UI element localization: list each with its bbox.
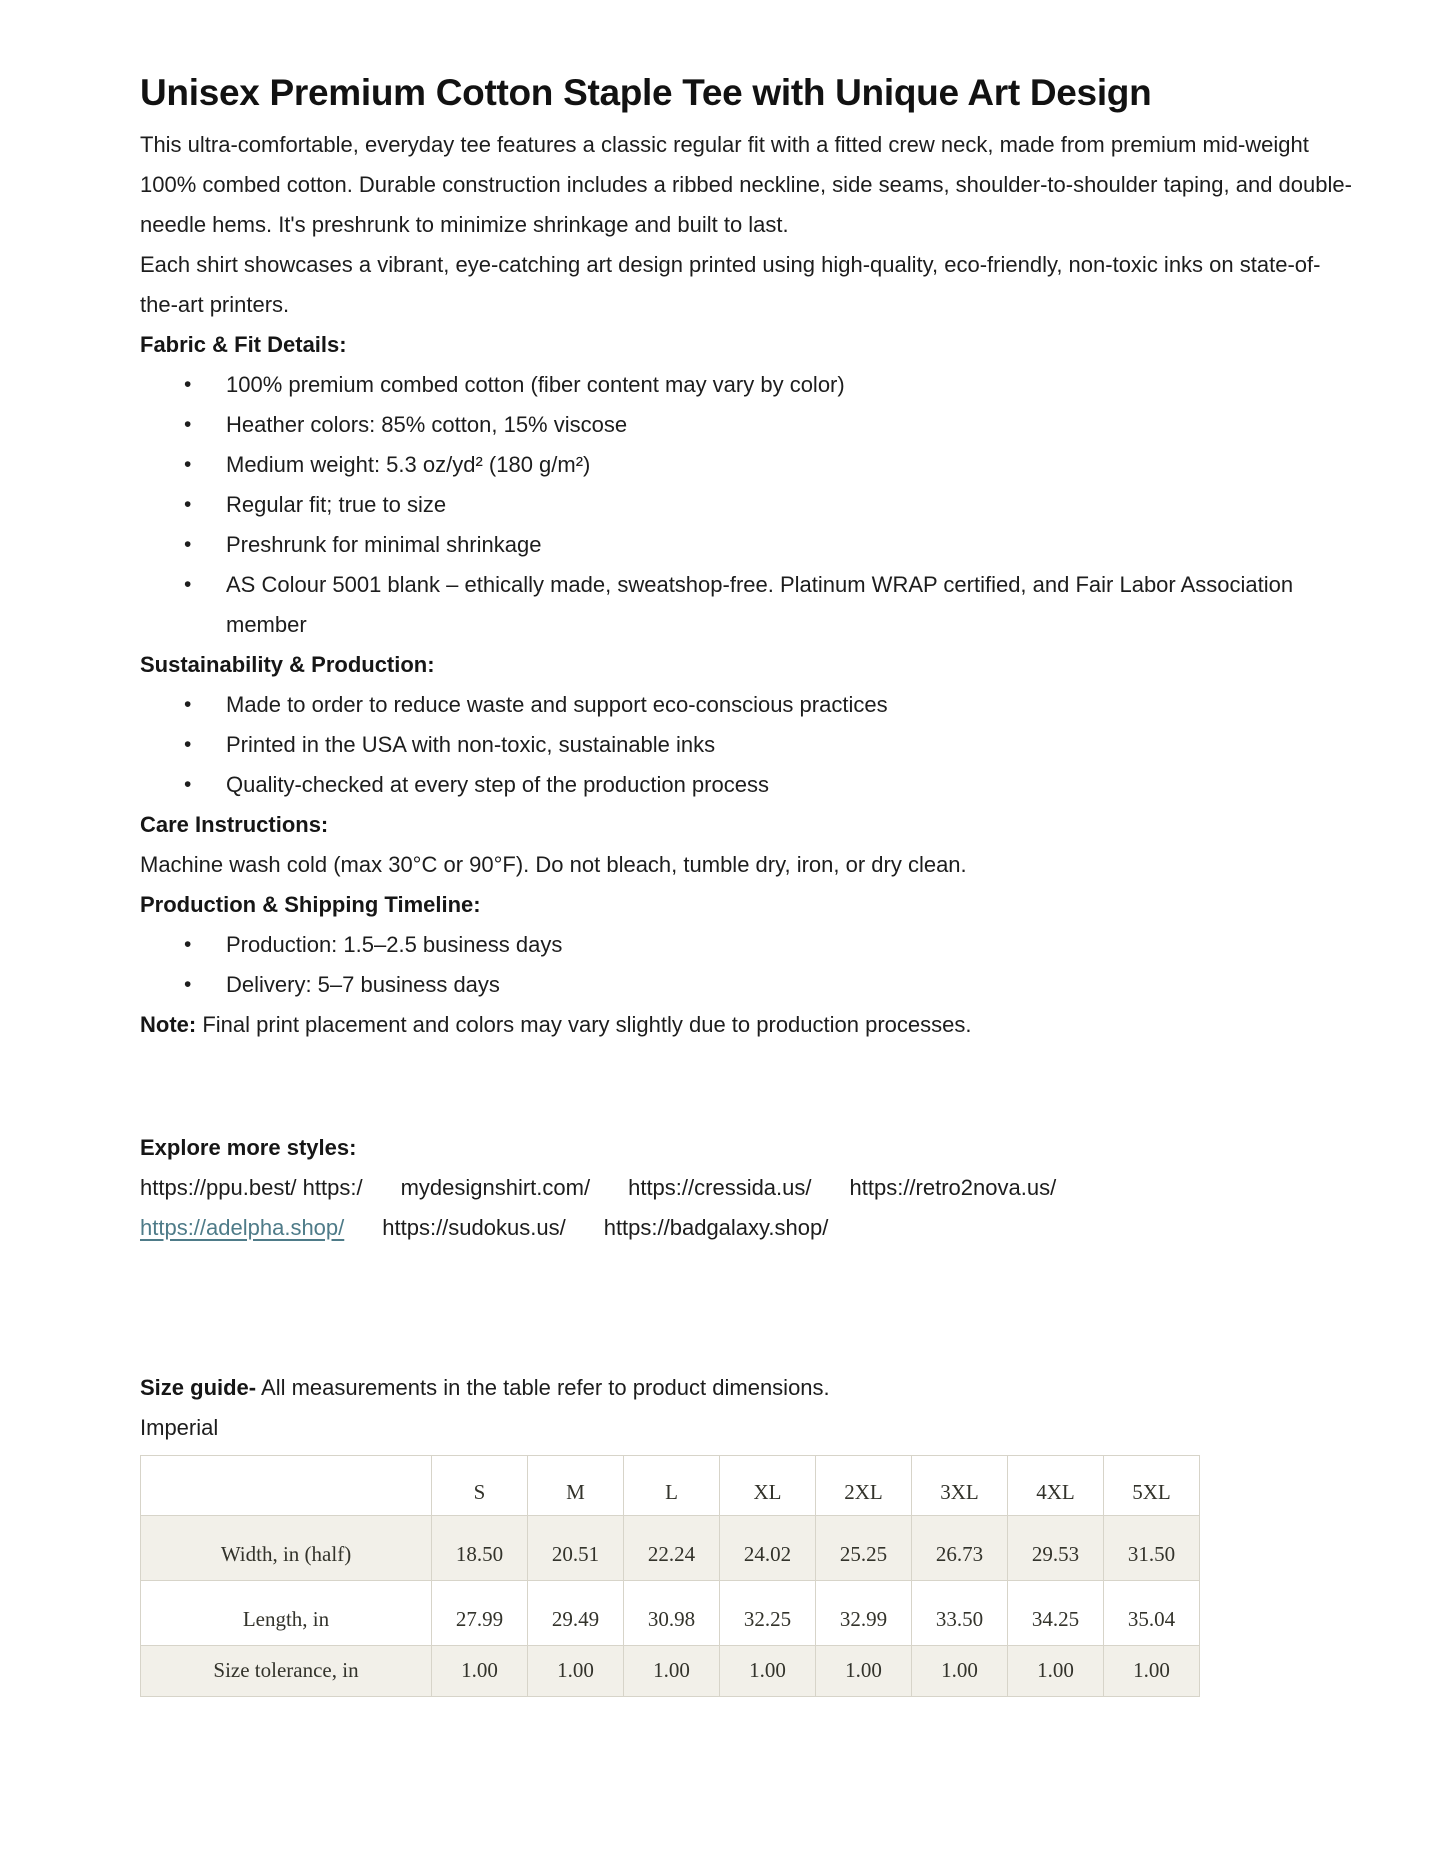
list-item: • Regular fit; true to size xyxy=(226,485,1346,525)
list-item: • Preshrunk for minimal shrinkage xyxy=(226,525,1346,565)
table-cell: 27.99 xyxy=(432,1581,528,1646)
table-cell: 32.25 xyxy=(720,1581,816,1646)
url-text: mydesignshirt.com/ xyxy=(400,1175,591,1200)
table-cell: 20.51 xyxy=(528,1516,624,1581)
url-text: https://cressida.us/ xyxy=(628,1175,812,1200)
url-row-2 xyxy=(140,1208,1355,1248)
table-cell: 1.00 xyxy=(720,1646,816,1697)
shipping-list xyxy=(140,925,1355,1005)
row-label: Length, in xyxy=(141,1581,432,1646)
table-row xyxy=(141,1646,1200,1697)
page-title: Unisex Premium Cotton Staple Tee with Unique Art Design xyxy=(140,72,1152,113)
table-cell: 1.00 xyxy=(624,1646,720,1697)
table-header-cell: S xyxy=(432,1456,528,1516)
table-header-cell: 2XL xyxy=(816,1456,912,1516)
table-header-row xyxy=(141,1456,1200,1516)
table-cell: 1.00 xyxy=(816,1646,912,1697)
table-cell: 18.50 xyxy=(432,1516,528,1581)
url-text: https://sudokus.us/ xyxy=(382,1215,566,1240)
table-cell: 1.00 xyxy=(912,1646,1008,1697)
size-guide-intro xyxy=(140,1368,1355,1408)
explore-more-styles-section xyxy=(140,1128,1355,1248)
sustainability-list xyxy=(140,685,1355,805)
note-label: Note: xyxy=(140,1012,197,1037)
list-item: • Quality-checked at every step of the production process xyxy=(226,765,1346,805)
table-row xyxy=(141,1581,1200,1646)
intro-paragraph-2: Each shirt showcases a vibrant, eye-catching art design printed using high-quality, eco-friendly, non-toxic inks on state-of-the-art printers. xyxy=(140,252,1321,317)
intro-paragraph-1: This ultra-comfortable, everyday tee features a classic regular fit with a fitted crew neck, made from premium mid-weight 100% combed cotton. Durable construction includes a ribbed neckline, side seams, shoulder-to-shoulder taping, and double-needle hems. It's preshrunk to minimize shrinkage and built to last. xyxy=(140,132,1352,237)
size-guide-table xyxy=(140,1455,1200,1697)
url-text: https://ppu.best/ https:/ xyxy=(140,1175,363,1200)
list-item: • Delivery: 5–7 business days xyxy=(226,965,1346,1005)
explore-heading: Explore more styles: xyxy=(140,1135,357,1160)
care-instructions-text: Machine wash cold (max 30°C or 90°F). Do not bleach, tumble dry, iron, or dry clean. xyxy=(140,852,967,877)
table-cell: 26.73 xyxy=(912,1516,1008,1581)
url-text: https://badgalaxy.shop/ xyxy=(603,1215,829,1240)
table-header-cell: 5XL xyxy=(1104,1456,1200,1516)
table-header-cell xyxy=(141,1456,432,1516)
size-guide-unit-label: Imperial xyxy=(140,1415,219,1440)
table-cell: 34.25 xyxy=(1008,1581,1104,1646)
table-cell: 25.25 xyxy=(816,1516,912,1581)
table-cell: 35.04 xyxy=(1104,1581,1200,1646)
note-line xyxy=(140,1005,1355,1045)
url-text: https://retro2nova.us/ xyxy=(849,1175,1057,1200)
size-guide-section xyxy=(140,1368,1355,1697)
table-cell: 1.00 xyxy=(1008,1646,1104,1697)
table-header-cell: L xyxy=(624,1456,720,1516)
size-guide-text: All measurements in the table refer to product dimensions. xyxy=(261,1375,830,1400)
section-heading-fabric-fit: Fabric & Fit Details: xyxy=(140,332,347,357)
list-item: • Heather colors: 85% cotton, 15% viscose xyxy=(226,405,1346,445)
list-item: • 100% premium combed cotton (fiber content may vary by color) xyxy=(226,365,1346,405)
row-label: Width, in (half) xyxy=(141,1516,432,1581)
table-header-cell: 4XL xyxy=(1008,1456,1104,1516)
table-cell: 1.00 xyxy=(528,1646,624,1697)
table-cell: 1.00 xyxy=(432,1646,528,1697)
list-item: • AS Colour 5001 blank – ethically made, sweatshop-free. Platinum WRAP certified, and Fair Labor Association member xyxy=(226,565,1346,645)
table-cell: 32.99 xyxy=(816,1581,912,1646)
table-row xyxy=(141,1516,1200,1581)
table-cell: 33.50 xyxy=(912,1581,1008,1646)
table-header-cell: M xyxy=(528,1456,624,1516)
note-text: Final print placement and colors may vary slightly due to production processes. xyxy=(202,1012,972,1037)
section-heading-sustainability: Sustainability & Production: xyxy=(140,652,435,677)
list-item: • Production: 1.5–2.5 business days xyxy=(226,925,1346,965)
size-guide-label: Size guide- xyxy=(140,1375,257,1400)
table-header-cell: XL xyxy=(720,1456,816,1516)
adelpha-shop-link[interactable]: https://adelpha.shop/ xyxy=(140,1215,345,1240)
table-header-cell: 3XL xyxy=(912,1456,1008,1516)
url-row-1 xyxy=(140,1168,1355,1208)
section-heading-shipping: Production & Shipping Timeline: xyxy=(140,892,481,917)
list-item: • Medium weight: 5.3 oz/yd² (180 g/m²) xyxy=(226,445,1346,485)
table-cell: 1.00 xyxy=(1104,1646,1200,1697)
table-cell: 29.49 xyxy=(528,1581,624,1646)
table-cell: 24.02 xyxy=(720,1516,816,1581)
table-cell: 30.98 xyxy=(624,1581,720,1646)
list-item: • Made to order to reduce waste and support eco-conscious practices xyxy=(226,685,1346,725)
section-heading-care: Care Instructions: xyxy=(140,812,329,837)
table-cell: 29.53 xyxy=(1008,1516,1104,1581)
list-item: • Printed in the USA with non-toxic, sustainable inks xyxy=(226,725,1346,765)
table-cell: 31.50 xyxy=(1104,1516,1200,1581)
table-cell: 22.24 xyxy=(624,1516,720,1581)
fabric-fit-list xyxy=(140,365,1355,645)
row-label: Size tolerance, in xyxy=(141,1646,432,1697)
